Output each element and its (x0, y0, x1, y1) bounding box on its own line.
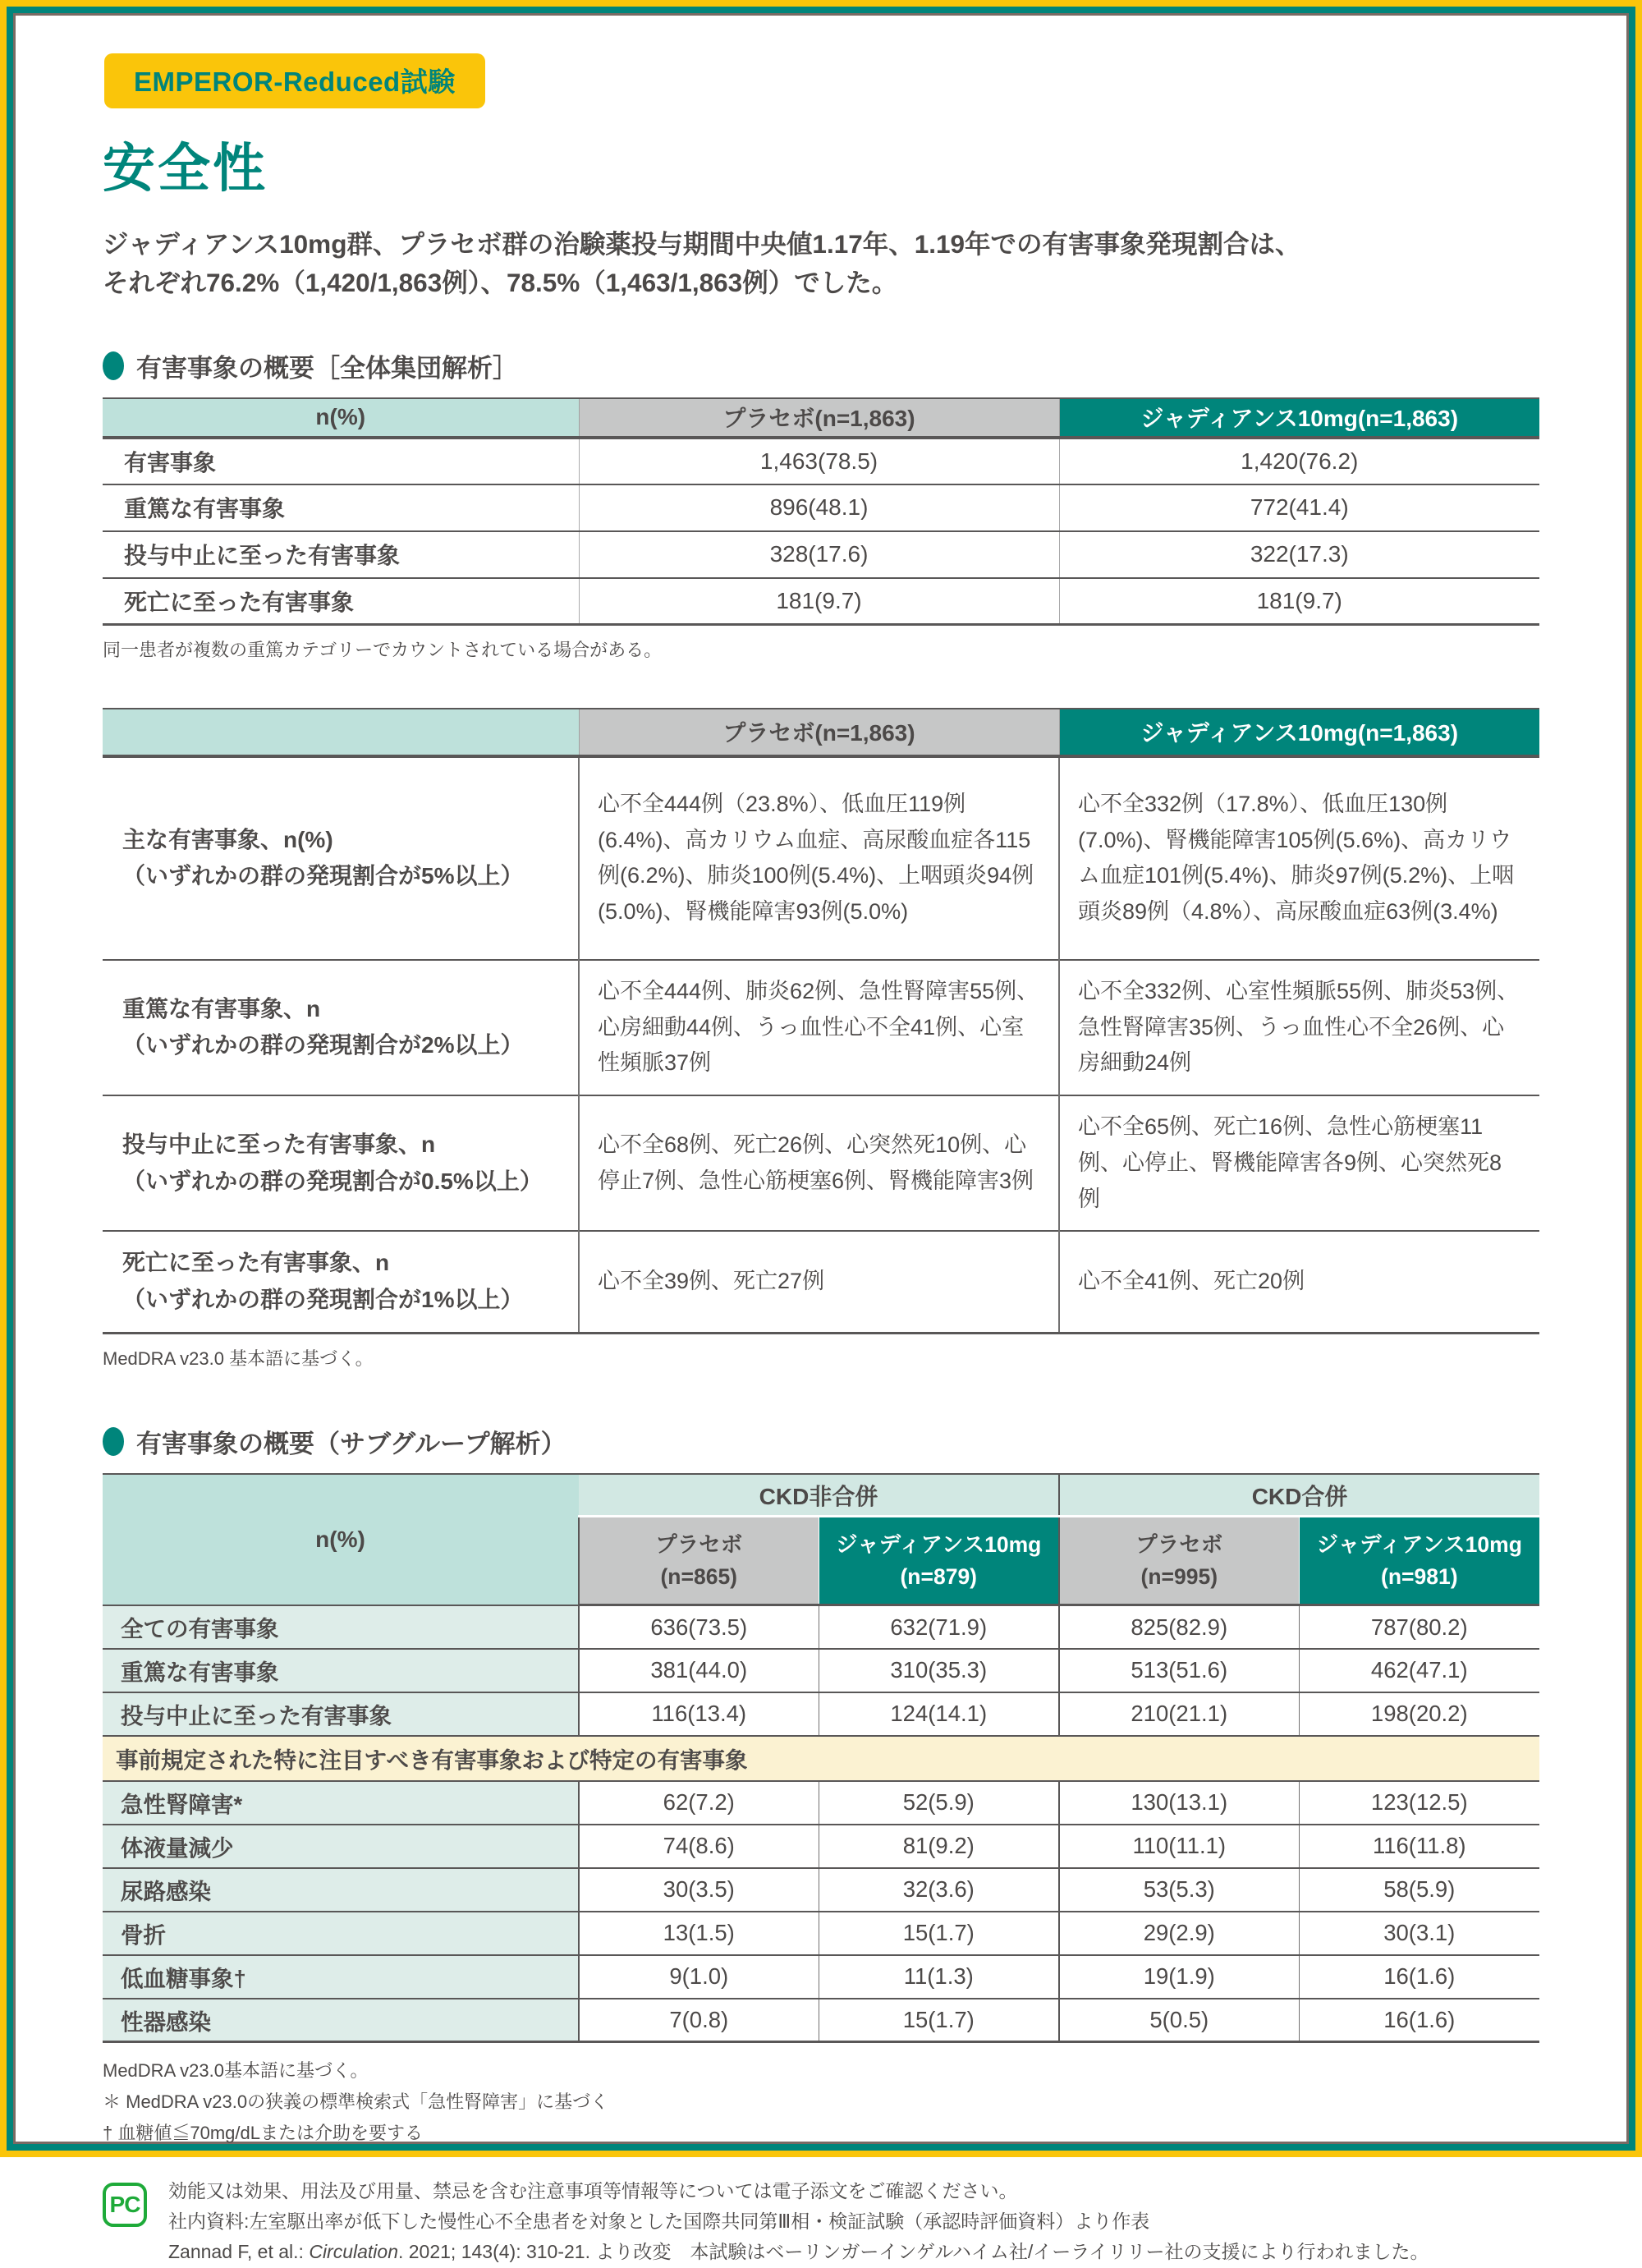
table-row (103, 1095, 1539, 1231)
group-header-no-ckd: CKD非合併 (579, 1474, 1059, 1517)
row-label-sub: （いずれかの群の発現割合が1%以上） (122, 1287, 524, 1313)
footer-text (168, 2176, 1429, 2268)
value-cell: 116(13.4) (579, 1692, 819, 1736)
subgroup-group-header-row (103, 1474, 1539, 1517)
row-label (103, 1095, 579, 1231)
jardiance-value: 322(17.3) (1059, 531, 1539, 578)
table-row (103, 484, 1539, 531)
value-cell: 29(2.9) (1059, 1912, 1299, 1955)
col-header-placebo: プラセボ(n=1,863) (579, 398, 1059, 438)
bullet-icon (103, 1427, 124, 1456)
table-row (103, 1605, 1539, 1649)
group-header-ckd: CKD合併 (1059, 1474, 1539, 1517)
col-header-jardiance-ckd (1299, 1517, 1539, 1605)
table-row (103, 1781, 1539, 1825)
section-heading-subgroup-label: 有害事象の概要（サブグループ解析） (136, 1429, 566, 1458)
jardiance-value: 772(41.4) (1059, 484, 1539, 531)
row-label: 全ての有害事象 (103, 1605, 579, 1649)
value-cell: 124(14.1) (819, 1692, 1059, 1736)
page-title: 安全性 (103, 139, 268, 198)
intro-line-1: ジャディアンス10mg群、プラセボ群の治験薬投与期間中央値1.17年、1.19年での有害事象発現割合は、 (103, 229, 1301, 259)
row-label: 投与中止に至った有害事象 (103, 531, 579, 578)
value-cell: 74(8.6) (579, 1825, 819, 1868)
value-cell: 825(82.9) (1059, 1605, 1299, 1649)
placebo-detail: 心不全444例、肺炎62例、急性腎障害55例、心房細動44例、うっ血性心不全41例、心室性頻脈37例 (579, 960, 1059, 1095)
jardiance-value: 1,420(76.2) (1059, 438, 1539, 484)
subgroup-ae-table (103, 1473, 1539, 2044)
footer-reference (168, 2237, 1429, 2267)
value-cell: 81(9.2) (819, 1825, 1059, 1868)
footnote-meddra: MedDRA v23.0基本語に基づく。 (103, 2060, 369, 2082)
footer (103, 2176, 1539, 2268)
value-cell: 116(11.8) (1299, 1825, 1539, 1868)
row-label: 骨折 (103, 1912, 579, 1955)
value-cell: 16(1.6) (1299, 1999, 1539, 2042)
reference-tail: . 2021; 143(4): 310-21. より改変 本試験はベーリンガーインゲルハイム社/イーライリリー社の支援により行われました。 (397, 2241, 1429, 2263)
arm-name: ジャディアンス10mg (1316, 1532, 1522, 1558)
value-cell: 15(1.7) (819, 1912, 1059, 1955)
col-header-placebo: プラセボ(n=1,863) (579, 709, 1059, 756)
col-header-empty (103, 709, 579, 756)
value-cell: 5(0.5) (1059, 1999, 1299, 2042)
col-header-jardiance-nockd (819, 1517, 1059, 1605)
table-row (103, 531, 1539, 578)
table-row (103, 1231, 1539, 1333)
value-cell: 11(1.3) (819, 1955, 1059, 1999)
value-cell: 52(5.9) (819, 1781, 1059, 1825)
row-label: 死亡に至った有害事象 (103, 578, 579, 625)
band-label: 事前規定された特に注目すべき有害事象および特定の有害事象 (103, 1736, 1539, 1781)
value-cell: 381(44.0) (579, 1649, 819, 1692)
row-label-sub: （いずれかの群の発現割合が5%以上） (122, 863, 524, 889)
value-cell: 32(3.6) (819, 1868, 1059, 1912)
col-header-placebo-ckd (1059, 1517, 1299, 1605)
value-cell: 7(0.8) (579, 1999, 819, 2042)
row-label-main: 投与中止に至った有害事象、n (122, 1131, 436, 1157)
col-header-n-pct: n(%) (103, 398, 579, 438)
value-cell: 123(12.5) (1299, 1781, 1539, 1825)
row-label: 重篤な有害事象 (103, 1649, 579, 1692)
value-cell: 9(1.0) (579, 1955, 819, 1999)
table-row (103, 756, 1539, 960)
value-cell: 13(1.5) (579, 1912, 819, 1955)
col-header-jardiance: ジャディアンス10mg(n=1,863) (1059, 398, 1539, 438)
arm-n: (n=981) (1381, 1563, 1458, 1589)
band-row (103, 1736, 1539, 1781)
row-label: 性器感染 (103, 1999, 579, 2042)
value-cell: 130(13.1) (1059, 1781, 1299, 1825)
jardiance-detail: 心不全332例（17.8%）、低血圧130例(7.0%)、腎機能障害105例(5.6%)、高カリウム血症101例(5.4%)、肺炎97例(5.2%)、上咽頭炎89例（4.8%）、高尿酸血症63例(3.4%) (1059, 756, 1539, 960)
major-ae-table (103, 708, 1539, 1334)
bullet-icon (103, 351, 124, 380)
row-label: 有害事象 (103, 438, 579, 484)
row-label: 体液量減少 (103, 1825, 579, 1868)
placebo-value: 1,463(78.5) (579, 438, 1059, 484)
intro-line-2: それぞれ76.2%（1,420/1,863例）、78.5%（1,463/1,863例）でした。 (103, 268, 898, 298)
footer-line-2: 社内資料:左室駆出率が低下した慢性心不全患者を対象とした国際共同第Ⅲ相・検証試験（承認時評価資料）より作表 (168, 2211, 1150, 2233)
jardiance-detail: 心不全41例、死亡20例 (1059, 1231, 1539, 1333)
placebo-detail: 心不全39例、死亡27例 (579, 1231, 1059, 1333)
placebo-value: 181(9.7) (579, 578, 1059, 625)
frame-teal (7, 7, 1635, 2263)
placebo-value: 896(48.1) (579, 484, 1059, 531)
table-row (103, 1955, 1539, 1999)
arm-n: (n=995) (1140, 1563, 1218, 1589)
row-label (103, 1231, 579, 1333)
arm-name: ジャディアンス10mg (836, 1532, 1042, 1558)
overall-ae-table (103, 397, 1539, 627)
arm-n: (n=879) (900, 1563, 978, 1589)
value-cell: 53(5.3) (1059, 1868, 1299, 1912)
pc-document-icon: PC (103, 2183, 147, 2227)
value-cell: 58(5.9) (1299, 1868, 1539, 1912)
row-label: 低血糖事象† (103, 1955, 579, 1999)
placebo-detail: 心不全68例、死亡26例、心突然死10例、心停止7例、急性心筋梗塞6例、腎機能障害3例 (579, 1095, 1059, 1231)
section-heading-overall-label: 有害事象の概要［全体集団解析］ (136, 353, 518, 383)
table-row (103, 1999, 1539, 2042)
value-cell: 16(1.6) (1299, 1955, 1539, 1999)
row-label-main: 重篤な有害事象、n (122, 995, 321, 1022)
value-cell: 62(7.2) (579, 1781, 819, 1825)
table-row (103, 1649, 1539, 1692)
arm-n: (n=865) (660, 1563, 738, 1589)
arm-name: プラセボ (655, 1532, 743, 1558)
row-label: 尿路感染 (103, 1868, 579, 1912)
section-heading-overall (103, 347, 1539, 384)
reference-authors: Zannad F, et al.: (168, 2241, 310, 2263)
table-row (103, 1692, 1539, 1736)
table-row (103, 438, 1539, 484)
row-label: 急性腎障害* (103, 1781, 579, 1825)
footnote-asterisk: ＊ MedDRA v23.0の狭義の標準検索式「急性腎障害」に基づく (103, 2091, 609, 2113)
section-heading-subgroup (103, 1423, 1539, 1460)
row-label: 重篤な有害事象 (103, 484, 579, 531)
jardiance-detail: 心不全332例、心室性頻脈55例、肺炎53例、急性腎障害35例、うっ血性心不全26例、心房細動24例 (1059, 960, 1539, 1095)
row-label-sub: （いずれかの群の発現割合が2%以上） (122, 1032, 524, 1058)
value-cell: 30(3.5) (579, 1868, 819, 1912)
jardiance-detail: 心不全65例、死亡16例、急性心筋梗塞11例、心停止、腎機能障害各9例、心突然死8例 (1059, 1095, 1539, 1231)
row-label (103, 756, 579, 960)
table-row (103, 1825, 1539, 1868)
row-label-main: 主な有害事象、n(%) (122, 826, 333, 852)
value-cell: 787(80.2) (1299, 1605, 1539, 1649)
value-cell: 636(73.5) (579, 1605, 819, 1649)
value-cell: 30(3.1) (1299, 1912, 1539, 1955)
arm-name: プラセボ (1135, 1532, 1223, 1558)
value-cell: 632(71.9) (819, 1605, 1059, 1649)
col-header-placebo-nockd (579, 1517, 819, 1605)
value-cell: 462(47.1) (1299, 1649, 1539, 1692)
value-cell: 210(21.1) (1059, 1692, 1299, 1736)
trial-badge: EMPEROR-Reduced試験 (104, 53, 485, 108)
row-label (103, 960, 579, 1095)
row-label: 投与中止に至った有害事象 (103, 1692, 579, 1736)
page-content (16, 16, 1626, 2268)
value-cell: 310(35.3) (819, 1649, 1059, 1692)
subgroup-footnotes (103, 2058, 1539, 2146)
intro-paragraph (103, 225, 1539, 303)
value-cell: 110(11.1) (1059, 1825, 1299, 1868)
placebo-detail: 心不全444例（23.8%）、低血圧119例(6.4%)、高カリウム血症、高尿酸血症各115例(6.2%)、肺炎100例(5.4%)、上咽頭炎94例(5.0%)、腎機能障害93例(5.0%) (579, 756, 1059, 960)
footer-line-1: 効能又は効果、用法及び用量、禁忌を含む注意事項等情報等については電子添文をご確認ください。 (168, 2179, 1018, 2201)
footnote-dagger: † 血糖値≦70mg/dLまたは介助を要する (103, 2123, 423, 2144)
frame-brown (13, 13, 1629, 2263)
row-label-main: 死亡に至った有害事象、n (122, 1250, 390, 1276)
overall-ae-header-row (103, 398, 1539, 438)
table-row (103, 1868, 1539, 1912)
major-ae-footnote: MedDRA v23.0 基本語に基づく。 (103, 1347, 374, 1369)
placebo-value: 328(17.6) (579, 531, 1059, 578)
jardiance-value: 181(9.7) (1059, 578, 1539, 625)
reference-journal: Circulation (309, 2241, 398, 2263)
col-header-jardiance: ジャディアンス10mg(n=1,863) (1059, 709, 1539, 756)
value-cell: 513(51.6) (1059, 1649, 1299, 1692)
value-cell: 198(20.2) (1299, 1692, 1539, 1736)
value-cell: 15(1.7) (819, 1999, 1059, 2042)
col-header-n-pct: n(%) (103, 1474, 579, 1605)
major-ae-header-row (103, 709, 1539, 756)
row-label-sub: （いずれかの群の発現割合が0.5%以上） (122, 1168, 543, 1194)
overall-table-footnote: 同一患者が複数の重篤カテゴリーでカウントされている場合がある。 (103, 640, 663, 660)
table-row (103, 960, 1539, 1095)
table-row (103, 578, 1539, 625)
value-cell: 19(1.9) (1059, 1955, 1299, 1999)
table-row (103, 1912, 1539, 1955)
